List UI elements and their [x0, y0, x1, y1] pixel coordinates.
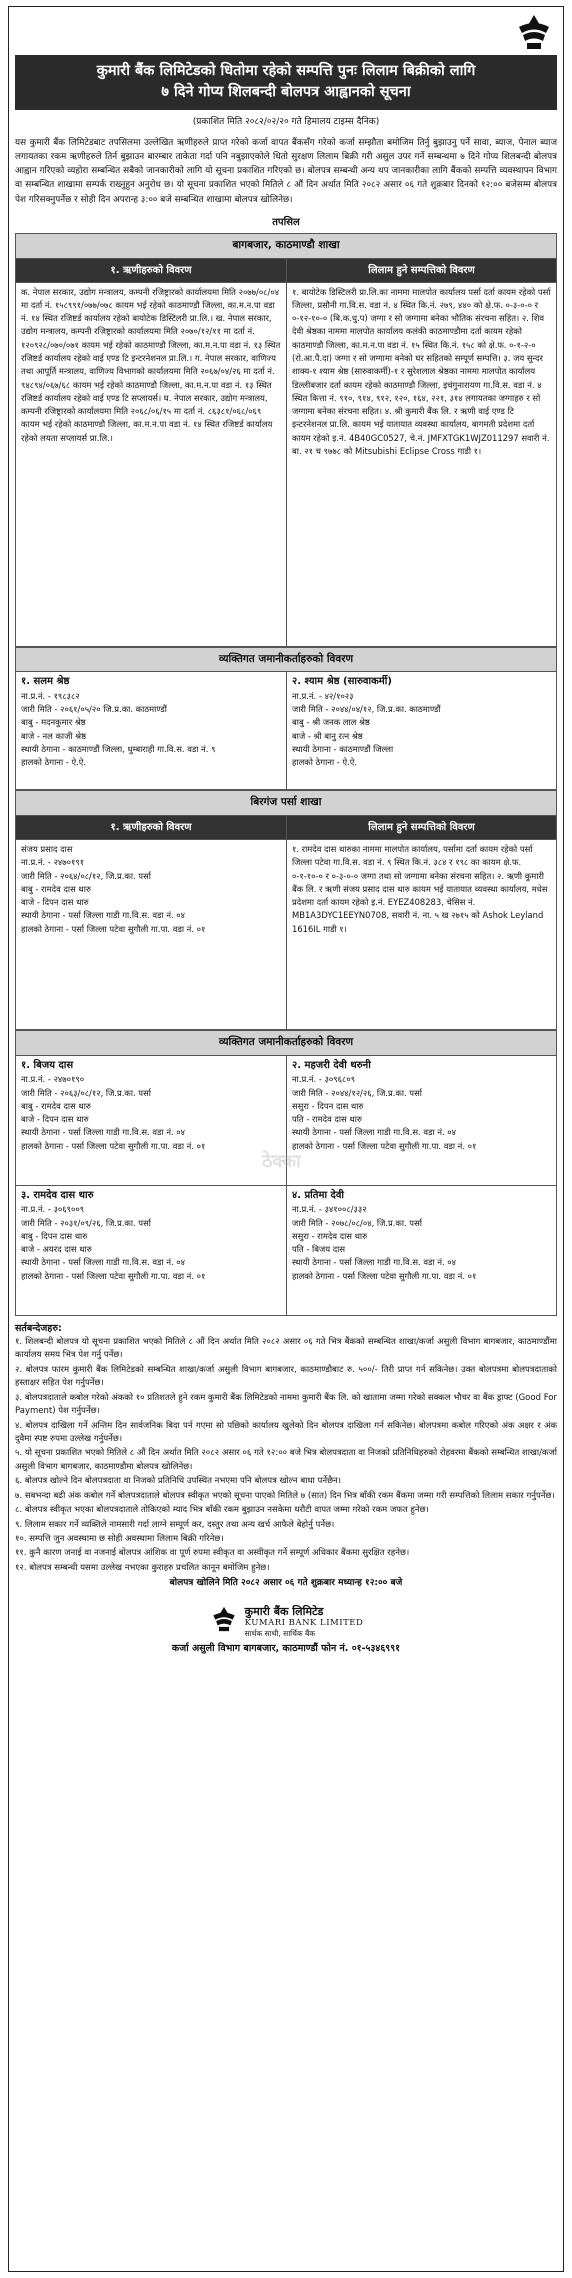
bank-brand — [245, 1605, 364, 1639]
terms-title: सर्तबन्देजहरु: — [15, 1322, 62, 1334]
guarantor-line: पति - बिजय दास — [292, 1244, 346, 1255]
guarantor-line: स्थायी ठेगाना - काठमाण्डौं जिल्ला, धुम्बाराही गा.वि.स. वडा नं. ९ — [21, 743, 216, 754]
borrower-property-table — [15, 259, 557, 647]
guarantor-line: जारी मिति - २०३१/०९/२६, जि.प्र.का. पर्सा — [21, 1217, 151, 1228]
guarantor-name: २. महजरी देवी थरुनी — [292, 1059, 371, 1071]
borrower-details: क. नेपाल सरकार, उद्योग मन्त्रालय, कम्पनी रजिष्ट्रारको कार्यालयमा मिति २०७७/०८/०४ मा दर्ता नं. १५८९९१/०७७/०७८ कायम भई रहेको काठमाण्डौ जिल्ला, का.म.न.पा वडा नं. १४ स्थित रजिष्टर्ड कार्यालय रहेको बायोटेक डिस्टिलरी प्रा.लि.। ख. नेपाल सरकार, उद्योग मन्त्रालय, कम्पनी रजिष्ट्रारको कार्यालयमा मिति २०७०/१२/११ मा दर्ता नं. १२०९२८/०७०/०७१ कायम भई रहेको काठमाण्डौ जिल्ला, का.म.न.पा वडा नं. १३ स्थित रजिष्टर्ड कार्यालय रहेको वाई एण्ड टि इन्टरनेशनल प्रा.लि.। ग. नेपाल सरकार, वाणिज्य तथा आपूर्ति मन्त्रालय, वाणिज्य विभागको कार्यालयमा मिति २०६७/०४/२६ मा दर्ता नं. ९४८९४/०६७/६८ कायम भई रहेको काठमाण्डौ जिल्ला, का.म.न.पा वडा नं. १३ स्थित रजिष्टर्ड कार्यालय रहेको वाई एण्ड टि सप्लायर्स। घ. नेपाल सरकार, उद्योग मन्त्रालय, कम्पनी रजिष्ट्रारको कार्यालयमा मिति २०६८/०६/१५ मा दर्ता नं. ८६३८१/०६८/०६९ कायम भई रहेको काठमाण्डौ जिल्ला, का.म.न.पा वडा नं. १४ स्थित रजिष्टर्ड कार्यालय रहेको लयता सप्लायर्स प्रा.लि.। — [16, 283, 286, 647]
guarantor-line: स्थायी ठेगाना - पर्सा जिल्ला गाडी गा.वि.स. वडा नं. ०४ — [292, 1127, 456, 1138]
guarantor-line: ना.प्र.नं. - ४२/१०२३ — [292, 690, 354, 701]
guarantor-name: ३. रामदेव दास थारु — [21, 1189, 94, 1201]
terms-item: २. बोलपत्र फारम कुमारी बैंक लिमिटेडको सम्बन्धित शाखा/कर्जा असुली विभाग बागबजार, काठमाण्डौबाट रु. ५००/- तिरी प्राप्त गर्न सकिनेछ। उक्त बोलपत्रमा बोलपत्रदाताको हस्ताक्षर सहित पेश गर्नुपर्नेछ। — [15, 1364, 557, 1389]
table-title: तपसिल — [272, 216, 300, 228]
guarantor-card — [16, 1056, 286, 1186]
guarantor-card — [287, 1056, 556, 1186]
notice-title-line1: कुमारी बैंक लिमिटेडको धितोमा रहेको सम्पत्ति पुनः लिलाम बिक्रीको लागि — [96, 63, 476, 79]
guarantor-line: बाबु - रामदेव दास थारु — [21, 1100, 91, 1111]
guarantor-card — [287, 1186, 556, 1316]
guarantor-line: ना.प्र.नं. - ३०६९००९ — [21, 1204, 85, 1215]
property-column-head: लिलाम हुने सम्पत्तिको विवरण — [287, 816, 556, 840]
notice-page — [8, 6, 564, 2272]
guarantor-line: ना.प्र.नं. - २४७०१९० — [21, 1074, 85, 1085]
borrower-column-head: १. ऋणीहरुको विवरण — [16, 816, 286, 840]
terms-item: ६. बोलपत्र खोल्ने दिन बोलपत्रदाता वा निजको प्रतिनिधि उपस्थित नभएमा पनि बोलपत्र खोल्न बाधा पर्नेछैन। — [15, 1476, 341, 1487]
guarantor-line: ना.प्र.नं. - ३०९६८०९ — [292, 1074, 356, 1085]
publication-subtitle: (प्रकाशित मिति २०८२/०२/२० गते हिमालय टाइम्स दैनिक) — [192, 117, 380, 128]
guarantor-line: बाजे - नल काजी श्रेष्ठ — [21, 730, 87, 741]
terms-item: ३. बोलपत्रदाताले कबोल गरेको अंकको १० प्रतिशतले हुने रकम कुमारी बैंक लिमिटेडको नाममा कुमारी बैंक लि. को खातामा जम्मा गरेको सक्कल भौचर वा बैंक ड्राफ्ट (Good For Payment) पेश गर्नुपर्नेछ। — [15, 1392, 557, 1417]
guarantor-table — [15, 1056, 557, 1316]
terms-item: ९. लिलाम सकार गर्ने व्यक्तिले नामसारी गर्दा लाग्ने सम्पूर्ण कर, दस्तुर तथा अन्य खर्च आफैले बेहोर्नु पर्नेछ। — [15, 1519, 335, 1530]
guarantor-line: बाबु - श्री जनक लाल श्रेष्ठ — [292, 717, 370, 728]
branch-name: बिरगंज पर्सा शाखा — [15, 790, 557, 816]
notice-title — [15, 55, 557, 110]
guarantor-line: ना.प्र.नं. - १९८३८२ — [21, 690, 80, 701]
guarantor-head: व्यक्तिगत जमानीकर्ताहरुको विवरण — [15, 1030, 557, 1056]
notice-title-line2: ७ दिने गोप्य शिलबन्दी बोलपत्र आह्वानको सूचना — [161, 84, 411, 101]
branch-name: बागबजार, काठमाण्डौ शाखा — [15, 233, 557, 259]
guarantor-line: बाजे - अयरद दास थारु — [21, 1244, 92, 1255]
guarantor-name: २. श्याम श्रेष्ठ (सारुवाकर्मी) — [292, 676, 392, 688]
guarantor-line: हालको ठेगाना - ऐ.ऐ. — [21, 757, 87, 768]
guarantor-line: ससुरा - रामदेव दास थारु — [292, 1230, 368, 1241]
guarantor-line: ना.प्र.नं. - ३४१००८/३३२ — [292, 1204, 367, 1215]
property-details: १. बायोटेक डिस्टिलरी प्रा.लि.का नाममा मालपोत कार्यालय पर्सा दर्ता कायम रहेको पर्सा जिल्ला, प्रसौनी गा.वि.स. वडा नं. ४ स्थित कि.नं. २७९, ४४० को क्षे.फ. ०-३-०-० र ०-१२-१०-० (बि.क.धु.प) जग्गा र सो जग्गामा बनेका भौतिक संरचना सहित। २. शिव देवी श्रेष्ठका नाममा मालपोत कार्यालय कलंकी काठमाण्डौमा दर्ता कायम रहेको काठमाण्डौ जिल्ला, का.म.न.पा वडा नं. १५ स्थित कि.नं. १५८ को क्षे.फ. ०-१-२-० (रो.आ.पै.दा) जग्गा र सो जग्गामा बनेको घर सहितको सम्पूर्ण सम्पत्ति। ३. जय सुन्दर शाक्य-१ श्याम श्रेष्ठ (सारुवाकर्मी)-१ र सुरेशलाल श्रेष्ठका नाममा मालपोत कार्यालय डिल्लीबजार दर्ता कायम रहेको काठमाण्डौ जिल्ला, इचंगुनारायण गा.वि.स. वडा नं. ४ स्थित कित्ता नं. ९१०, ९१४, ९१२, १२०, १६४, २२१, ३१४ लगायतका जग्गाहरु र सो जग्गामा बनेका संरचना सहित। ४. श्री कुमारी बैंक लि. र ऋणी वाई एण्ड टि इन्टरनेशनल प्रा.लि. कायम भई यातायात व्यवस्था कार्यालय, बागमती प्रदेशमा दर्ता कायम रहेको इ.नं. 4B40GC0527, चे.नं. JMFXTGK1WJZ011297 सवारी नं. बा. २१ च ९७७८ को Mitsubishi Eclipse Cross गाडी १। — [287, 283, 556, 647]
guarantor-line: हालको ठेगाना - पर्सा जिल्ला पटेवा सुगौली गा.पा. वडा नं. ०१ — [21, 1140, 206, 1151]
guarantor-line: बाबु - दिपन दास थारु — [21, 1230, 88, 1241]
guarantor-line: बाबु - मदनकुमार श्रेष्ठ — [21, 717, 86, 728]
guarantor-card — [16, 672, 286, 790]
terms-item: ७. सबभन्दा बढी अंक कबोल गर्ने बोलपत्रदाताले बोलपत्र स्वीकृत भएको सूचना पाएको मितिले ७ (सात) दिन भित्र बाँकी रकम बैंकमा जम्मा गरी सम्पत्तिको लिलाम सकार गर्नुपर्नेछ। — [15, 1490, 555, 1501]
borrower-property-table — [15, 816, 557, 1030]
branch-section-birgunj — [15, 790, 557, 1316]
terms-item: १२. बोलपत्र सम्बन्धी यसमा उल्लेख नभएका कुराहरु प्रचलित कानून बमोजिम हुनेछ। — [15, 1562, 270, 1573]
kumari-bank-logo-icon — [513, 13, 555, 51]
guarantor-line: जारी मिति - २०४४/०४/१२, जि.प्र.का. काठमाण्डौं — [292, 704, 441, 715]
guarantor-card — [287, 672, 556, 790]
terms-item: १०. सम्पत्ति जुन अवस्थामा छ सोही अवस्थामा लिलाम बिक्री गरिनेछ। — [15, 1533, 224, 1544]
bank-tagline: सार्थक साथी, सार्थिक बैंक — [244, 1629, 316, 1639]
guarantor-line: जारी मिति - २०७८/०८/०४, जि.प्र.का. पर्सा — [292, 1217, 422, 1228]
terms-item: १. शिलबन्दी बोलपत्र यो सूचना प्रकाशित भएको मितिले ८ औं दिन अर्थात मिति २०८२ असार ०६ गते भित्र बैंकको सम्बन्धित शाखा/कर्जा असुली विभाग बागबजार, काठमाण्डौंमा कार्यालय समय भित्र पेश गर्नु पर्नेछ। — [15, 1337, 557, 1361]
property-details: १. रामदेव दास थारुका नाममा मालपोत कार्यालय, पर्सामा दर्ता कायम रहेको पर्सा जिल्ला पटेवा गा.वि.स. वडा नं. ९ स्थित कि.नं. ३८४ र १९८ का कायम क्षे.फ. ०-१-१०-० र ०-३-०-० जग्गा तथा सो जग्गामा बनेका संरचना सहित। २. ऋणी कुमारी बैंक लि. र ऋणी संजय प्रसाद दास थारु कायम भई यातायात व्यवस्था कार्यालय, मधेस प्रदेशमा दर्ता कायम रहेको इ.नं. EYEZ408283, चेसिस नं. MB1A3DYC1EEYN0708, सवारी नं. ना. ५ ख २७१५ को Ashok Leyland 1616IL गाडी १। — [287, 840, 556, 1030]
guarantor-line: स्थायी ठेगाना - काठमाण्डौं जिल्ला — [292, 743, 394, 754]
watermark: ठेक्का — [262, 1151, 301, 1172]
guarantor-name: १. सलम श्रेष्ठ — [21, 676, 70, 688]
borrower-column-head: १. ऋणीहरुको विवरण — [16, 259, 286, 283]
contact-info: कर्जा असुली विभाग बागबजार, काठमाण्डौं फोन नं. ०१-५३४६९९१ — [171, 1643, 401, 1655]
terms-item: ८. बोलपत्र स्वीकृत भएका बोलपत्रदाताले तोकिएको म्याद भित्र बाँकी रकम बुझाउन नसकेमा धरौटी वापत जम्मा गरेको रकम जफत हुनेछ। — [15, 1505, 429, 1516]
guarantor-line: हालको ठेगाना - पर्सा जिल्ला पटेवा सुगौली गा.पा. वडा नं. ०१ — [292, 1270, 477, 1281]
guarantor-name: १. बिजय दास — [21, 1059, 74, 1071]
kumari-bank-footer-logo-icon — [209, 1605, 239, 1638]
guarantor-line: स्थायी ठेगाना - पर्सा जिल्ला गाडी गा.वि.स. वडा नं. ०४ — [21, 1127, 185, 1138]
guarantor-line: स्थायी ठेगाना - पर्सा जिल्ला गाडी गा.वि.स. वडा नं. ०४ — [292, 1257, 456, 1268]
guarantor-line: जारी मिति - २०६१/०५/२० जि.प्र.का. काठमाण्डौं — [21, 704, 167, 715]
guarantor-line: जारी मिति - २०४४/१२/२६, जि.प्र.का. पर्सा — [292, 1087, 422, 1098]
terms-item: ५. यो सूचना प्रकाशित भएको मितिले ८ औं दिन अर्थात मिति २०८२ असार ०६ गते १२:०० बजे भित्र बोलपत्रदाता वा निजको प्रतिनिधिहरुको रोहवरमा बैंकको सम्बन्धित शाखा/कर्जा असुली विभाग बागबजार, काठमाण्डौमा बोलपत्र खोलिनेछ। — [15, 1448, 557, 1472]
guarantor-line: ससुरा - दिपन दास थारु — [292, 1100, 364, 1111]
intro-paragraph: यस कुमारी बैंक लिमिटेडबाट तपसिलमा उल्लेखित ऋणीहरुले प्राप्त गरेको कर्जा वापत बैंकसँग गरेको कर्जा सम्झौता बमोजिम तिर्नु बुझाउनु पर्ने सावा, ब्याज, पेनाल ब्याज लगायतका रकम ऋणीहरुले तिर्न बुझाउन बारम्बार ताकेता गर्दा पनि नबुझाएकोले धितो सुरक्षण लिलाम बिक्री गरी असुल उपर गर्ने सम्बन्धमा ७ दिने गोप्य शिलबन्दी बोलपत्र आह्वान गरिएको व्यहोरा सम्बन्धित सबैको जानकारीको लागि यो सूचना प्रकाशित गरिएको छ। बोलपत्र सम्बन्धी अन्य थप जानकारीका लागि बैंकको सम्पत्ति व्यवस्थापन विभाग वा सम्बन्धित शाखामा सम्पर्क राख्नुहुन अनुरोध छ। यो सूचना प्रकाशित भएको मितिले ८ औं दिन अर्थात मिति २०८२ असार ०६ गते शुक्रबार दिनको १२:०० बजेसम्म बोलपत्र पेश गरिसक्नुपर्नेछ र सोही दिन अपरान्ह ३:०० बजे सम्बन्धित शाखामा बोलपत्र खोलिनेछ। — [15, 137, 557, 205]
terms-list — [15, 1336, 557, 1575]
terms-item: ४. बोलपत्र दाखिला गर्ने अन्तिम दिन सार्वजनिक बिदा पर्न गएमा सो पछिको कार्यालय खुलेको दिन बोलपत्र दाखिला गर्न सकिनेछ। बोलपत्रमा कबोल गरिएको अंक अक्षर र अंक दुवैमा स्पष्ट रुपमा उल्लेख गर्नुपर्नेछ। — [15, 1420, 557, 1444]
guarantor-card — [16, 1186, 286, 1316]
guarantor-line: बाजे - श्री बानु रत्न श्रेष्ठ — [292, 730, 363, 741]
property-column-head: लिलाम हुने सम्पत्तिको विवरण — [287, 259, 556, 283]
branch-section-bagbazar — [15, 233, 557, 791]
guarantor-head: व्यक्तिगत जमानीकर्ताहरुको विवरण — [15, 647, 557, 673]
terms-item: ११. कुनै कारण जनाई वा नजनाई बोलपत्र आंशिक वा पूर्ण रुपमा स्वीकृत वा अस्वीकृत गर्ने सम्पूर्ण अधिकार बैंकमा सुरक्षित रहनेछ। — [15, 1548, 410, 1559]
guarantor-line: हालको ठेगाना - ऐ.ऐ. — [292, 757, 358, 768]
guarantor-line: पति - रामदेव दास थारु — [292, 1114, 362, 1125]
guarantor-line: हालको ठेगाना - पर्सा जिल्ला पटेवा सुगौली गा.पा. वडा नं. ०१ — [21, 1270, 206, 1281]
guarantor-name: ४. प्रतिमा देवी — [292, 1189, 344, 1201]
guarantor-line: हालको ठेगाना - पर्सा जिल्ला पटेवा सुगौली गा.पा. वडा नं. ०१ — [292, 1140, 477, 1151]
borrower-details: संजय प्रसाद दास ना.प्र.नं. - २४७०१९१ जारी मिति - २०६४/०८/१२, जि.प्र.का. पर्सा बाबु - रामदेव दास थारु बाजे - दिपन दास थारु स्थायी ठेगाना - पर्सा जिल्ला गाडी गा.वि.स. वडा नं. ०४ हालको ठेगाना - पर्सा जिल्ला पटेवा सुगौली गा.पा. वडा नं. ०१ — [16, 840, 286, 1030]
bank-name-english: KUMARI BANK LIMITED — [244, 1618, 364, 1629]
guarantor-line: जारी मिति - २०६३/०८/१२, जि.प्र.का. पर्सा — [21, 1087, 151, 1098]
guarantor-line: स्थायी ठेगाना - पर्सा जिल्ला गाडी गा.वि.स. वडा नं. ०४ — [21, 1257, 185, 1268]
guarantor-table — [15, 672, 557, 790]
bank-footer — [15, 1605, 557, 1639]
bank-name-nepali: कुमारी बैंक लिमिटेड — [244, 1604, 324, 1618]
bid-opening-date: बोलपत्र खोलिने मिति २०८२ असार ०६ गते शुक्रबार मध्यान्ह १२:०० बजे — [169, 1578, 403, 1589]
guarantor-line: बाजे - दिपन दास थारु — [21, 1114, 89, 1125]
